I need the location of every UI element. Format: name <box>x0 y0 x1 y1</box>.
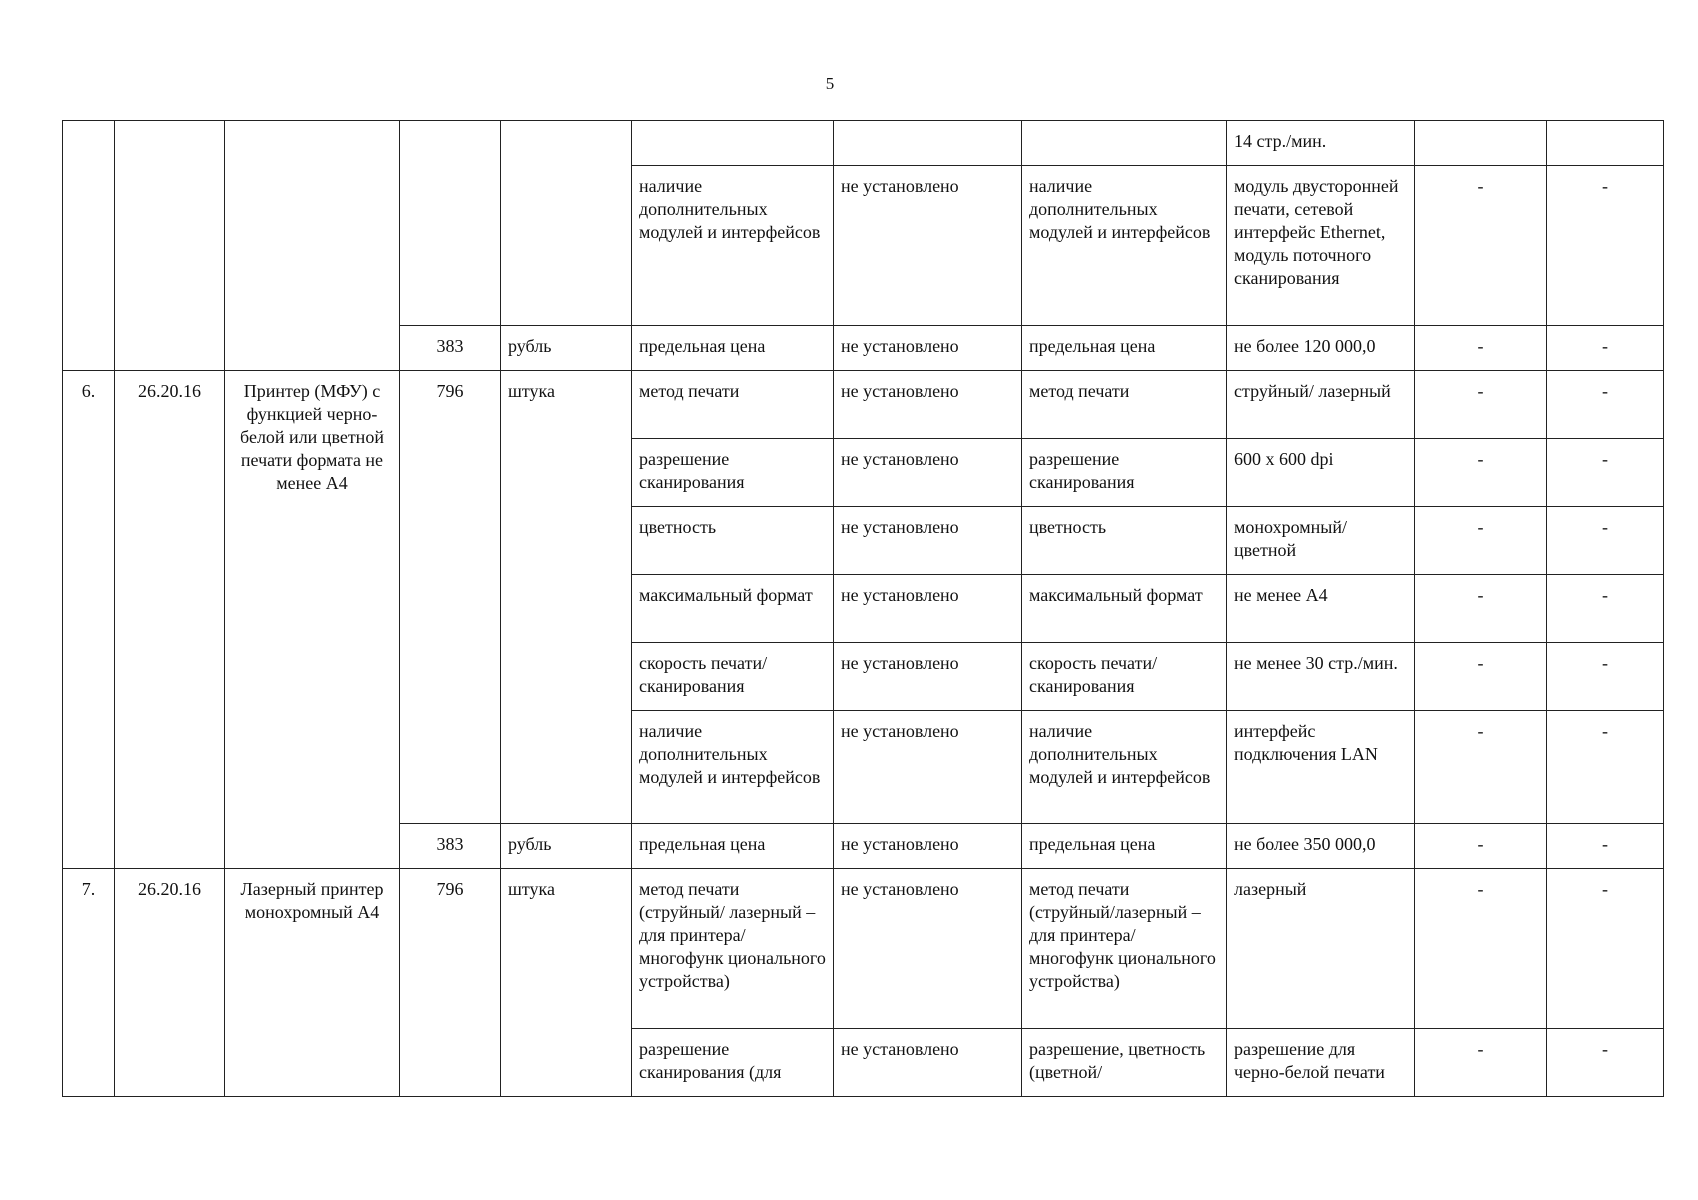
table-row <box>63 121 1664 166</box>
cell-characteristic-2: наличие дополнительных модулей и интерфейсов <box>1022 711 1227 824</box>
cell-unit-name: штука <box>501 869 632 1097</box>
cell-value <box>834 121 1022 166</box>
cell-function <box>1547 121 1664 166</box>
cell-characteristic: предельная цена <box>632 824 834 869</box>
cell-code: 26.20.16 <box>115 869 225 1097</box>
cell-characteristic: метод печати (струйный/ лазерный – для принтера/многофунк ционального устройства) <box>632 869 834 1029</box>
cell-value: не установлено <box>834 326 1022 371</box>
cell-value-2: не менее А4 <box>1227 575 1415 643</box>
requirements-table <box>62 120 1664 1097</box>
cell-unit-name <box>501 121 632 326</box>
cell-characteristic: метод печати <box>632 371 834 439</box>
cell-name: Лазерный принтер монохромный А4 <box>225 869 400 1097</box>
cell-function: - <box>1547 1029 1664 1097</box>
cell-value: не установлено <box>834 575 1022 643</box>
cell-characteristic <box>632 121 834 166</box>
cell-justification: - <box>1415 824 1547 869</box>
cell-value-2: модуль двусторонней печати, сетевой интерфейс Ethernet, модуль поточного сканирования <box>1227 166 1415 326</box>
cell-characteristic-2: разрешение сканирования <box>1022 439 1227 507</box>
table-row <box>63 371 1664 439</box>
cell-number: 7. <box>63 869 115 1097</box>
cell-value: не установлено <box>834 439 1022 507</box>
cell-unit-name: рубль <box>501 326 632 371</box>
cell-justification <box>1415 121 1547 166</box>
cell-function: - <box>1547 439 1664 507</box>
cell-justification: - <box>1415 869 1547 1029</box>
cell-justification: - <box>1415 326 1547 371</box>
cell-characteristic-2: разрешение, цветность (цветной/ <box>1022 1029 1227 1097</box>
cell-justification: - <box>1415 711 1547 824</box>
cell-value: не установлено <box>834 507 1022 575</box>
cell-characteristic-2: предельная цена <box>1022 824 1227 869</box>
cell-value-2: разрешение для черно-белой печати <box>1227 1029 1415 1097</box>
cell-characteristic: максимальный формат <box>632 575 834 643</box>
cell-function: - <box>1547 711 1664 824</box>
cell-justification: - <box>1415 439 1547 507</box>
cell-value-2: не более 350 000,0 <box>1227 824 1415 869</box>
cell-code: 26.20.16 <box>115 371 225 869</box>
cell-function: - <box>1547 575 1664 643</box>
cell-value-2: монохромный/ цветной <box>1227 507 1415 575</box>
cell-function: - <box>1547 643 1664 711</box>
cell-function: - <box>1547 326 1664 371</box>
cell-characteristic-2: скорость печати/ сканирования <box>1022 643 1227 711</box>
page-number: 5 <box>825 74 835 93</box>
cell-value-2: интерфейс подключения LAN <box>1227 711 1415 824</box>
cell-value-2: не более 120 000,0 <box>1227 326 1415 371</box>
cell-value: не установлено <box>834 643 1022 711</box>
cell-value-2: струйный/ лазерный <box>1227 371 1415 439</box>
cell-characteristic: предельная цена <box>632 326 834 371</box>
cell-unit-name: рубль <box>501 824 632 869</box>
cell-characteristic: цветность <box>632 507 834 575</box>
cell-characteristic: разрешение сканирования <box>632 439 834 507</box>
cell-justification: - <box>1415 1029 1547 1097</box>
cell-unit-code: 796 <box>400 371 501 824</box>
cell-justification: - <box>1415 507 1547 575</box>
cell-value: не установлено <box>834 166 1022 326</box>
cell-characteristic: скорость печати/ сканирования <box>632 643 834 711</box>
cell-name <box>225 121 400 371</box>
cell-characteristic: разрешение сканирования (для <box>632 1029 834 1097</box>
cell-code <box>115 121 225 371</box>
cell-characteristic-2: наличие дополнительных модулей и интерфейсов <box>1022 166 1227 326</box>
cell-unit-code: 383 <box>400 824 501 869</box>
cell-unit-code: 796 <box>400 869 501 1097</box>
cell-value-2: 600 х 600 dpi <box>1227 439 1415 507</box>
cell-number: 6. <box>63 371 115 869</box>
cell-value: не установлено <box>834 1029 1022 1097</box>
cell-characteristic-2: предельная цена <box>1022 326 1227 371</box>
cell-value: не установлено <box>834 711 1022 824</box>
cell-justification: - <box>1415 166 1547 326</box>
cell-function: - <box>1547 166 1664 326</box>
cell-unit-name: штука <box>501 371 632 824</box>
cell-value: не установлено <box>834 371 1022 439</box>
cell-name: Принтер (МФУ) с функцией черно-белой или цветной печати формата не менее А4 <box>225 371 400 869</box>
cell-unit-code: 383 <box>400 326 501 371</box>
cell-value: не установлено <box>834 869 1022 1029</box>
cell-characteristic: наличие дополнительных модулей и интерфейсов <box>632 711 834 824</box>
cell-justification: - <box>1415 575 1547 643</box>
cell-value-2: 14 стр./мин. <box>1227 121 1415 166</box>
cell-characteristic-2 <box>1022 121 1227 166</box>
cell-function: - <box>1547 371 1664 439</box>
cell-unit-code <box>400 121 501 326</box>
cell-function: - <box>1547 824 1664 869</box>
cell-number <box>63 121 115 371</box>
cell-function: - <box>1547 869 1664 1029</box>
cell-characteristic-2: метод печати (струйный/лазерный – для принтера/многофунк ционального устройства) <box>1022 869 1227 1029</box>
cell-characteristic: наличие дополнительных модулей и интерфейсов <box>632 166 834 326</box>
cell-characteristic-2: цветность <box>1022 507 1227 575</box>
cell-value-2: лазерный <box>1227 869 1415 1029</box>
cell-value-2: не менее 30 стр./мин. <box>1227 643 1415 711</box>
cell-function: - <box>1547 507 1664 575</box>
cell-value: не установлено <box>834 824 1022 869</box>
cell-justification: - <box>1415 371 1547 439</box>
cell-characteristic-2: метод печати <box>1022 371 1227 439</box>
cell-justification: - <box>1415 643 1547 711</box>
table-row <box>63 869 1664 1029</box>
cell-characteristic-2: максимальный формат <box>1022 575 1227 643</box>
